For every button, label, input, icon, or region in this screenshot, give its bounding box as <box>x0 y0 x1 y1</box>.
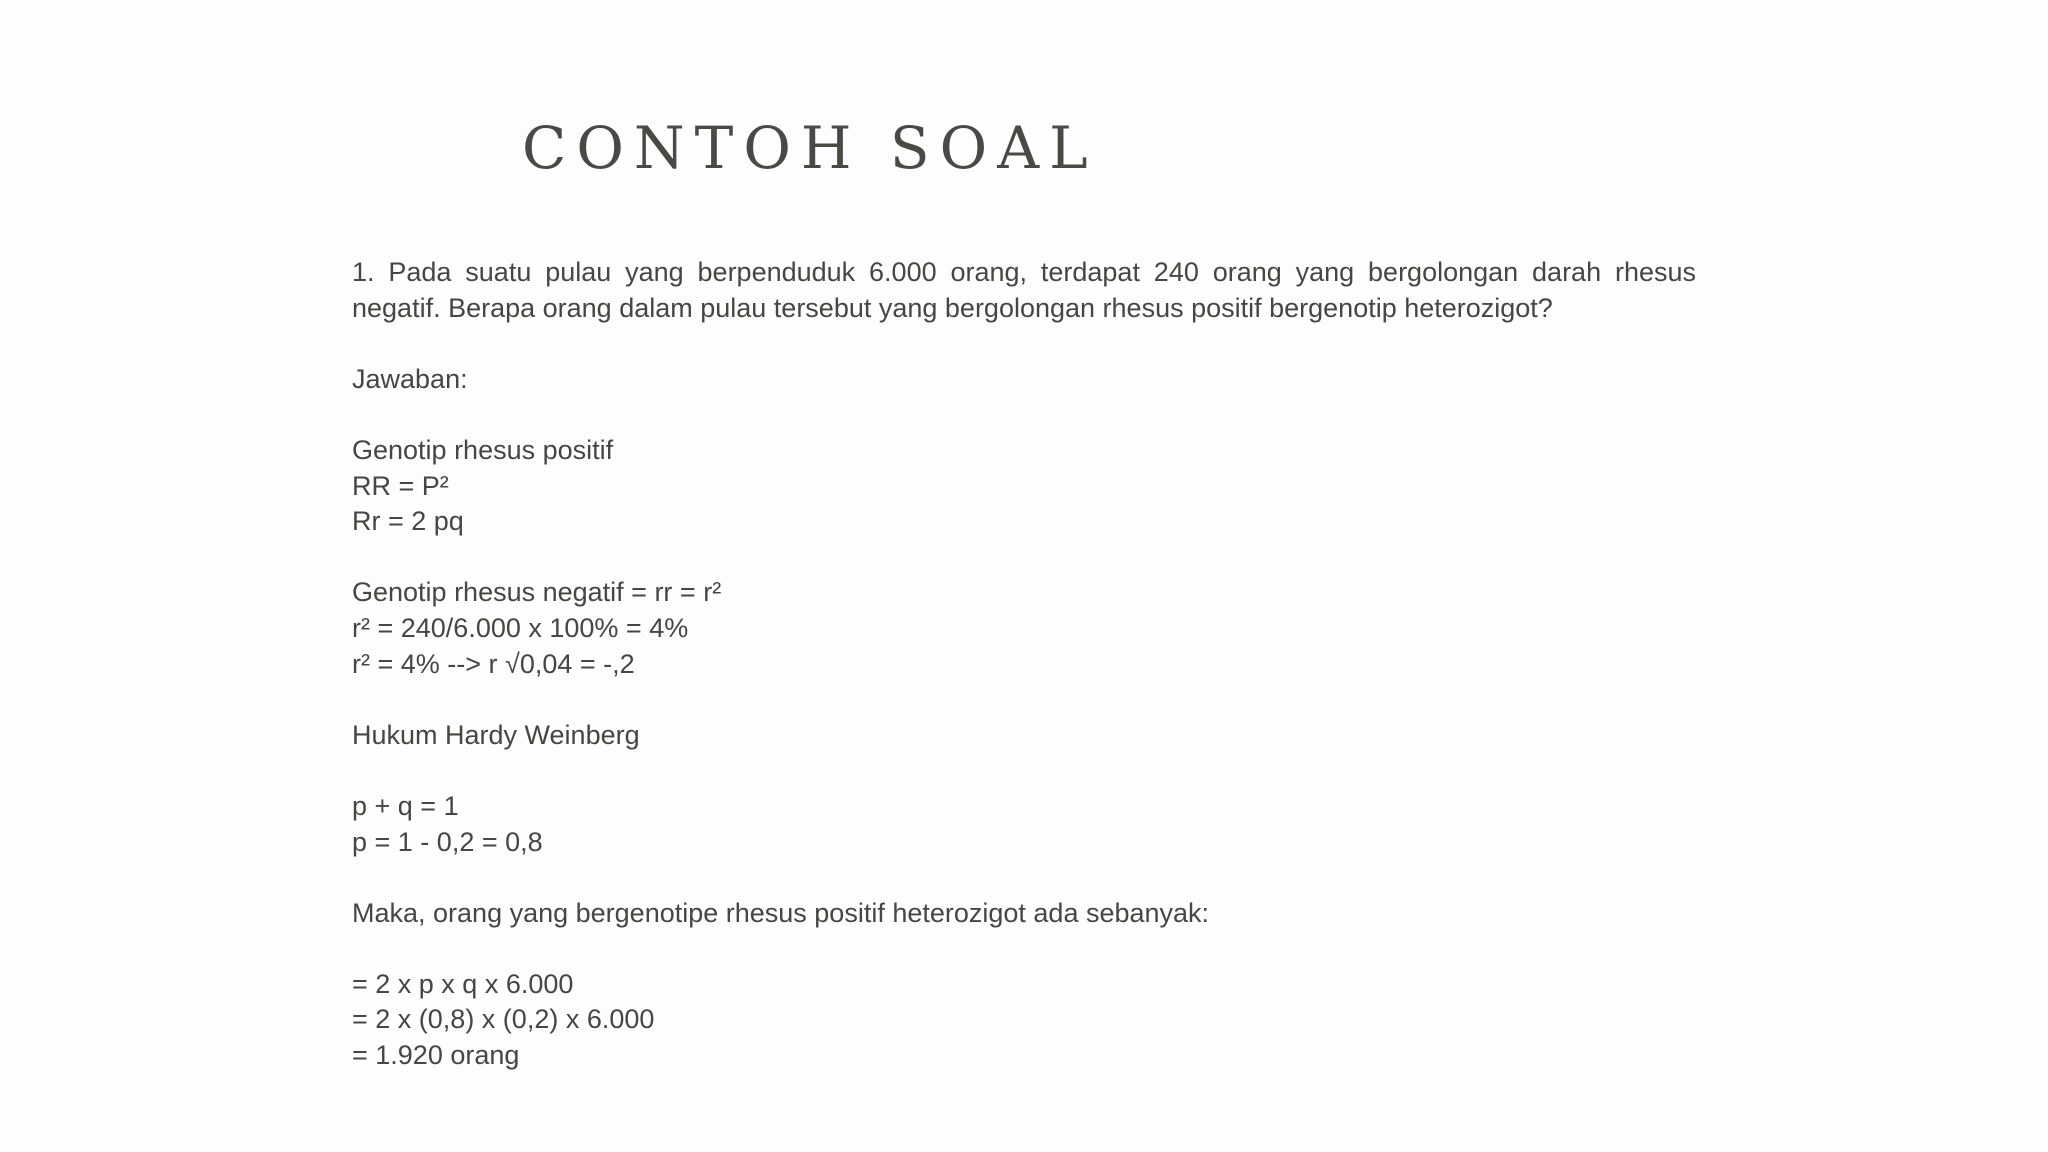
p-value-calculation: p = 1 - 0,2 = 0,8 <box>352 826 543 857</box>
conclusion-text: Maka, orang yang bergenotipe rhesus positif heterozigot ada sebanyak: <box>352 897 1210 928</box>
spacer <box>352 540 1696 576</box>
spacer <box>352 860 1696 896</box>
allele-sum-equation: p + q = 1 <box>352 790 459 821</box>
slide-content <box>352 255 1696 1074</box>
positive-genotype-heading: Genotip rhesus positif <box>352 434 614 465</box>
question-text: 1. Pada suatu pulau yang berpenduduk 6.000 orang, terdapat 240 orang yang bergolongan darah rhesus negatif. Berapa orang dalam pulau tersebut yang bergolongan rhesus positif bergenotip heterozigot? <box>352 257 1696 323</box>
slide-title: CONTOH SOAL <box>522 114 1098 182</box>
spacer <box>352 931 1696 967</box>
hardy-weinberg-heading: Hukum Hardy Weinberg <box>352 719 640 750</box>
homozygous-formula: RR = P² <box>352 470 449 501</box>
spacer <box>352 682 1696 718</box>
heterozygous-formula: Rr = 2 pq <box>352 506 464 537</box>
r-squared-calculation: r² = 240/6.000 x 100% = 4% <box>352 612 689 643</box>
r-root-calculation: r² = 4% --> r √0,04 = -,2 <box>352 648 635 679</box>
result-substitution: = 2 x (0,8) x (0,2) x 6.000 <box>352 1004 655 1035</box>
spacer <box>352 397 1696 433</box>
spacer <box>352 326 1696 362</box>
answer-label: Jawaban: <box>352 363 468 394</box>
negative-genotype-heading: Genotip rhesus negatif = rr = r² <box>352 577 722 608</box>
result-formula: = 2 x p x q x 6.000 <box>352 968 574 999</box>
spacer <box>352 753 1696 789</box>
result-answer: = 1.920 orang <box>352 1040 520 1071</box>
